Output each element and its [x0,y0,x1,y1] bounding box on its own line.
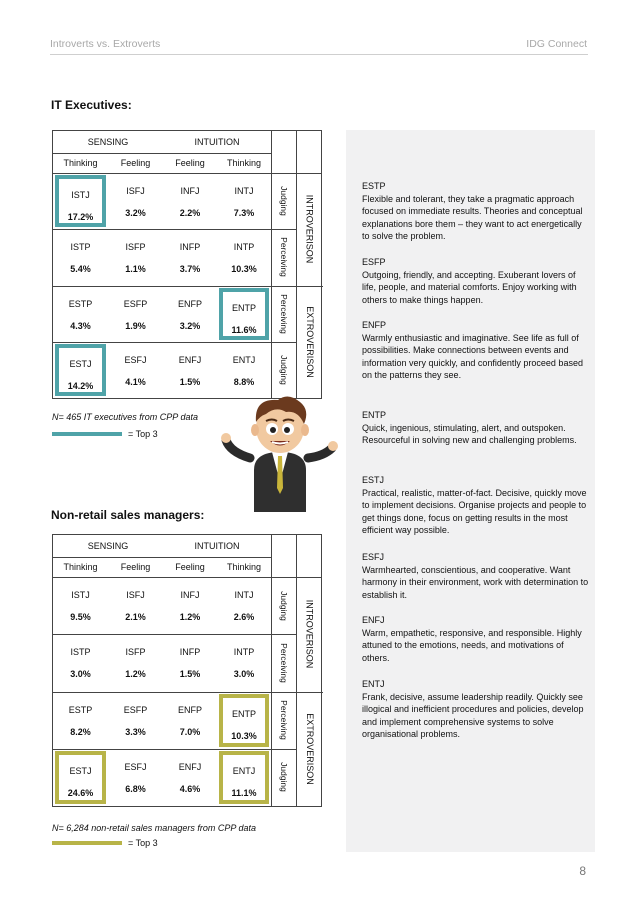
header-left: Introverts vs. Extroverts [50,38,161,50]
type-percentage: 11.1% [231,787,257,798]
type-code: ESFP [123,704,148,715]
description-estj [362,474,590,537]
type-code: ISFJ [126,186,145,196]
it-label-perceiving [271,229,296,285]
it-legend-swatch [52,432,122,436]
page-number: 8 [579,864,586,878]
type-percentage: 24.6% [67,787,94,798]
type-percentage: 3.2% [179,320,201,331]
type-code: INFP [179,242,201,253]
type-code: ESTJ [69,358,92,369]
description-text: Practical, realistic, matter-of-fact. Decisive, quickly move to implement decisions. Organise projects and people to get things done, focus on getting results in the most efficient way possible. [362,487,587,536]
type-percentage: 3.0% [70,669,91,680]
type-code: INFJ [180,590,200,600]
sales-cell-enfp [165,694,215,747]
sales-section-title: Non-retail sales managers: [51,508,205,522]
type-percentage: 4.3% [70,320,91,331]
judging-text: Judging [278,590,289,621]
it-label-perceiving [271,286,296,342]
introversion-text: INTROVERISON [304,194,315,264]
description-text: Warm, empathetic, responsive, and responsible. Highly attuned to the emotions, needs, and motivations of others. [362,627,582,663]
type-code: ESFJ [124,354,147,365]
type-code: ISFJ [126,590,145,600]
it-cell-istp [55,231,106,283]
sales-cell-istp [55,636,106,689]
sales-type-table [52,534,322,807]
description-type: ESTP [362,181,386,191]
type-code: ESTP [68,704,93,715]
sales-header-thinking: Thinking [226,562,262,572]
description-text: Flexible and tolerant, they take a pragmatic approach focused on immediate results. Theories and conceptual explanations bore them – they want to act energetically to solve the problem. [362,193,583,242]
it-cell-istj [55,175,106,227]
sales-cell-isfp [110,636,161,689]
sales-divider [53,749,296,750]
sales-divider [53,634,296,635]
type-percentage: 1.1% [125,264,146,275]
it-divider [53,229,296,230]
description-text: Outgoing, friendly, and accepting. Exuberant lovers of life, people, and material comforts. Enjoy working with others to make things happen. [362,269,577,305]
type-percentage: 8.2% [70,726,91,737]
sales-label-judging [271,749,296,806]
type-code: ENFP [177,704,202,715]
sales-label-extroversion [296,692,323,807]
it-cell-entj [219,344,269,396]
sales-label-judging [271,577,296,634]
type-code: ISTP [70,647,91,658]
description-text: Frank, decisive, assume leadership readily. Quickly see illogical and inefficient procedures and policies, develop and implement comprehensive systems to solve organisational problems. [362,691,584,740]
it-divider [53,342,296,343]
type-percentage: 1.5% [179,376,201,387]
it-legend-label: = Top 3 [128,429,158,439]
description-entj [362,678,590,741]
extroversion-text: EXTROVERISON [304,712,315,785]
type-code: ESTJ [69,765,92,776]
it-header-intuition: INTUITION [194,137,240,147]
it-cell-infj [165,175,215,227]
it-label-judging [271,173,296,229]
description-type: ESFP [362,257,386,267]
type-percentage: 14.2% [67,380,94,391]
type-code: INTP [233,647,255,658]
it-cell-enfj [165,344,215,396]
sales-divider [271,535,272,577]
it-cell-enfp [165,288,215,340]
type-code: ESFP [123,298,148,309]
type-percentage: 2.6% [233,612,255,622]
type-code: ENFJ [178,354,202,365]
type-percentage: 5.4% [70,264,91,275]
description-enfj [362,614,590,664]
sales-sample-note: N= 6,284 non-retail sales managers from CPP data [52,823,257,833]
description-type: ENTP [362,410,387,420]
it-header-feeling: Feeling [120,158,151,168]
it-cell-esfj [110,344,161,396]
type-percentage: 4.6% [179,783,201,794]
sales-legend-swatch [52,841,122,845]
type-code: ENTJ [232,765,256,776]
cartoon-businessman-illustration [220,392,340,512]
description-type: ENFP [362,320,387,330]
it-label-introversion [296,173,323,286]
perceiving-text: Perceiving [278,293,289,334]
sales-label-introversion [296,577,323,692]
perceiving-text: Perceiving [278,643,289,683]
type-percentage: 3.3% [125,726,146,737]
type-code: ESTP [68,298,93,309]
it-cell-infp [165,231,215,283]
type-percentage: 11.6% [231,324,257,335]
it-sample-note: N= 465 IT executives from CPP data [52,412,198,422]
it-section-title: IT Executives: [51,98,132,112]
type-percentage: 2.2% [179,208,201,218]
type-code: ENTP [231,302,256,313]
it-header-thinking: Thinking [63,158,98,168]
sales-cell-isfj [110,579,161,632]
type-percentage: 7.3% [233,208,255,218]
description-text: Warmhearted, conscientious, and cooperative. Want harmony in their environment, work with determination to establish it. [362,564,589,600]
it-cell-entp [219,288,269,340]
description-type: ESFJ [362,552,385,562]
sales-cell-esfp [110,694,161,747]
type-percentage: 1.5% [179,669,201,680]
sales-label-perceiving [271,692,296,749]
sales-header-feeling: Feeling [120,562,151,572]
type-percentage: 9.5% [70,612,91,622]
type-percentage: 1.9% [125,320,146,331]
description-type: ESTJ [362,475,385,485]
type-percentage: 7.0% [179,726,201,737]
type-percentage: 2.1% [125,612,146,622]
it-legend [52,429,158,439]
type-code: INFP [179,647,201,658]
type-code: ISFP [125,242,146,253]
it-type-table [52,130,322,399]
description-text: Warmly enthusiastic and imaginative. See life as full of possibilities. Make connections between events and information very quickly, and confidently proceed based on the patterns they see. [362,332,583,381]
description-entp [362,409,590,447]
sales-cell-esfj [110,751,161,804]
sales-cell-enfj [165,751,215,804]
sales-cell-infp [165,636,215,689]
type-percentage: 10.3% [231,264,257,275]
introversion-text: INTROVERISON [304,599,315,669]
type-code: ENFJ [178,761,202,772]
type-code: INFJ [180,186,200,196]
sales-cell-estp [55,694,106,747]
sales-label-perceiving [271,634,296,691]
type-code: ISTP [70,242,91,253]
it-cell-intp [219,231,269,283]
perceiving-text: Perceiving [278,700,289,740]
it-cell-isfp [110,231,161,283]
perceiving-text: Perceiving [278,237,289,278]
sales-cell-estj [55,751,106,804]
sales-header-sensing: SENSING [87,541,129,551]
sales-cell-entj [219,751,269,804]
type-code: ISTJ [71,590,90,600]
type-code: ISFP [125,647,146,658]
sales-legend [52,838,158,848]
type-percentage: 3.0% [233,669,255,680]
type-percentage: 3.7% [179,264,201,275]
it-header-feeling: Feeling [175,158,205,168]
type-percentage: 6.8% [125,783,146,794]
sales-header-feeling: Feeling [175,562,205,572]
it-cell-estj [55,344,106,396]
extroversion-text: EXTROVERISON [304,305,315,378]
judging-text: Judging [278,762,289,793]
type-percentage: 17.2% [67,212,94,222]
judging-text: Judging [278,354,289,385]
description-type: ENTJ [362,679,385,689]
description-esfp [362,256,590,306]
type-code: ENTP [231,708,256,719]
type-percentage: 1.2% [125,669,146,680]
it-label-judging [271,342,296,398]
type-percentage: 3.2% [125,208,146,218]
type-code: INTJ [234,186,254,196]
type-code: ENFP [177,298,202,309]
it-cell-estp [55,288,106,340]
type-code: ENTJ [232,354,256,365]
sales-cell-istj [55,579,106,632]
it-cell-isfj [110,175,161,227]
it-header-thinking: Thinking [226,158,262,168]
judging-text: Judging [278,186,289,217]
description-text: Quick, ingenious, stimulating, alert, and outspoken. Resourceful in solving new and challenging problems. [362,422,577,446]
type-percentage: 10.3% [231,730,257,741]
sales-legend-label: = Top 3 [128,838,158,848]
it-label-extroversion [296,286,323,399]
description-enfp [362,319,590,382]
type-code: INTJ [234,590,254,600]
header-divider [50,54,588,55]
it-cell-intj [219,175,269,227]
description-estp [362,180,590,243]
it-divider [271,131,272,173]
description-type: ENFJ [362,615,385,625]
it-cell-esfp [110,288,161,340]
sales-cell-intp [219,636,269,689]
description-esfj [362,551,590,601]
type-percentage: 1.2% [179,612,201,622]
sales-cell-entp [219,694,269,747]
type-percentage: 8.8% [233,376,255,387]
type-percentage: 4.1% [125,376,146,387]
type-code: INTP [233,242,255,253]
sales-cell-intj [219,579,269,632]
sales-header-thinking: Thinking [63,562,98,572]
type-code: ISTJ [71,190,90,200]
sales-cell-infj [165,579,215,632]
type-code: ESFJ [124,761,147,772]
header-right: IDG Connect [526,38,587,50]
sales-header-intuition: INTUITION [194,541,240,551]
it-header-sensing: SENSING [87,137,129,147]
